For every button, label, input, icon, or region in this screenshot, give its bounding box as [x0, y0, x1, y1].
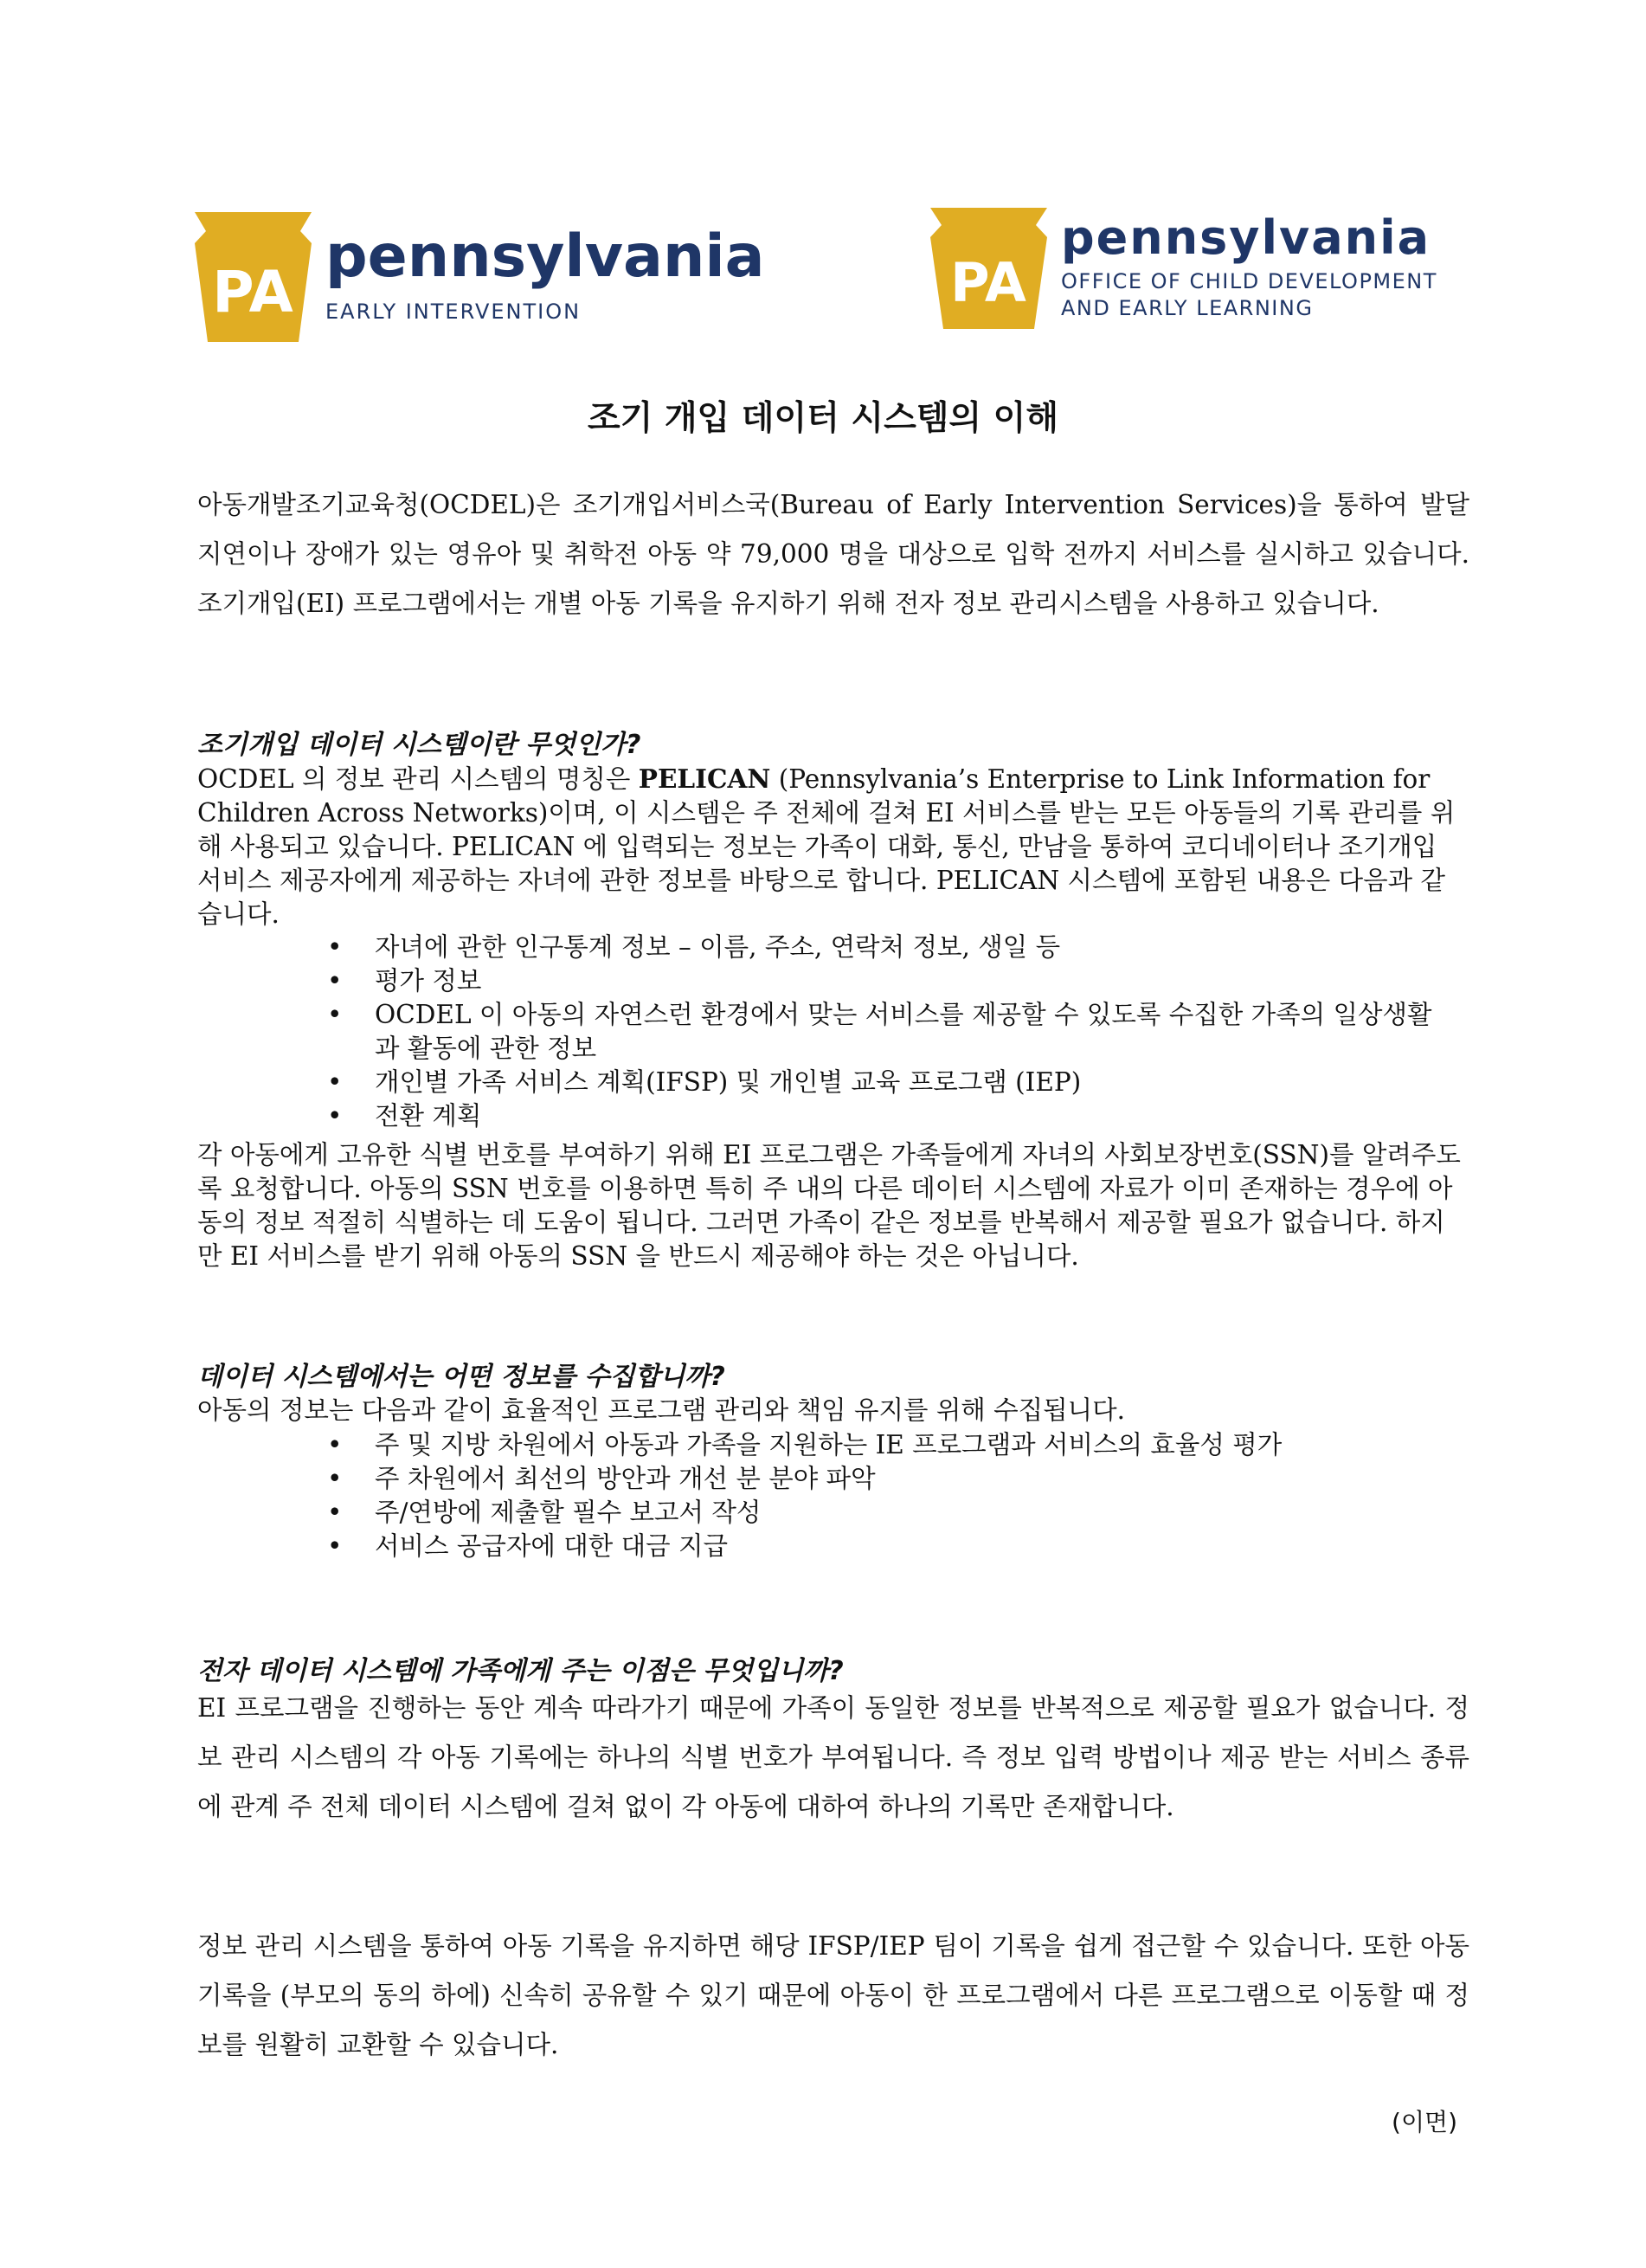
list-item: • 주 차원에서 최선의 방안과 개선 분 분야 파악 [327, 1462, 1452, 1496]
section1-ssn-paragraph: 각 아동에게 고유한 식별 번호를 부여하기 위해 EI 프로그램은 가족들에게 자녀의 사회보장번호(SSN)를 알려주도록 요청합니다. 아동의 SSN 번호를 이용하면 특히 주 내의 다른 데이터 시스템에 자료가 이미 존재하는 경우에 아동의 정보 적절히 식별하는 데 도움이 됩니다. 그러면 가족이 같은 정보를 반복해서 제공할 필요가 없습니다. 하지만 EI 서비스를 받기 위해 아동의 SSN 을 반드시 제공해야 하는 것은 아닙니다. [197, 1140, 1461, 1271]
logo-brand: pennsylvania [325, 222, 765, 292]
list-item: • 평가 정보 [327, 964, 1452, 998]
list-item: • 자녀에 관한 인구통계 정보 – 이름, 주소, 연락처 정보, 생일 등 [327, 931, 1452, 964]
list-item: • OCDEL 이 아동의 자연스런 환경에서 맞는 서비스를 제공할 수 있도록 수집한 가족의 일상생활과 활동에 관한 정보 [327, 998, 1452, 1066]
logo-words [1061, 209, 1437, 322]
logo-subtitle-line1: OFFICE OF CHILD DEVELOPMENT [1061, 268, 1437, 293]
keystone-icon [195, 212, 312, 342]
list-item: • 주 및 지방 차원에서 아동과 가족을 지원하는 IE 프로그램과 서비스의 효율성 평가 [327, 1428, 1452, 1462]
list-item: • 서비스 공급자에 대한 대금 지급 [327, 1530, 1452, 1563]
list-item: • 주/연방에 제출할 필수 보고서 작성 [327, 1496, 1452, 1530]
logo-subtitle-line2: AND EARLY LEARNING [1061, 296, 1314, 320]
section1-text-after: (Pennsylvania’s Enterprise to Link Information for Children Across Networks)이며, 이 시스템은 주 전체에 걸쳐 EI 서비스를 받는 모든 아동들의 기록 관리를 위해 사용되고 있습니다. PELICAN 에 입력되는 정보는 가족이 대화, 통신, 만남을 통하여 코디네이터나 조기개입 서비스 제공자에게 제공하는 자녀에 관한 정보를 바탕으로 합니다. PELICAN 시스템에 포함된 내용은 다음과 같습니다. [197, 764, 1456, 929]
pelican-name: PELICAN [638, 764, 771, 794]
keystone-icon [930, 208, 1047, 329]
section3-paragraph-2: 정보 관리 시스템을 통하여 아동 기록을 유지하면 해당 IFSP/IEP 팀이 기록을 쉽게 접근할 수 있습니다. 또한 아동 기록을 (부모의 동의 하에) 신속히 공유할 수 있기 때문에 아동이 한 프로그램에서 다른 프로그램으로 이동할 때 정보를 원활히 교환할 수 있습니다. [197, 1931, 1469, 2059]
section2-heading: 데이터 시스템에서는 어떤 정보를 수집합니까? [197, 1362, 725, 1392]
page-title: 조기 개입 데이터 시스템의 이해 [587, 399, 1059, 438]
logo-words [325, 222, 765, 325]
list-item: • 개인별 가족 서비스 계획(IFSP) 및 개인별 교육 프로그램 (IEP) [327, 1066, 1452, 1099]
logo-brand: pennsylvania [1061, 209, 1431, 265]
section3-heading: 전자 데이터 시스템에 가족에게 주는 이점은 무엇입니까? [197, 1656, 844, 1686]
page-turn-note: (이면) [1392, 2108, 1457, 2136]
section3-paragraph-1: EI 프로그램을 진행하는 동안 계속 따라가기 때문에 가족이 동일한 정보를 반복적으로 제공할 필요가 없습니다. 정보 관리 시스템의 각 아동 기록에는 하나의 식별 번호가 부여됩니다. 즉 정보 입력 방법이나 제공 받는 서비스 종류에 관계 주 전체 데이터 시스템에 걸쳐 없이 각 아동에 대하여 하나의 기록만 존재합니다. [197, 1693, 1469, 1821]
logo-mark-text: PA [950, 251, 1026, 314]
section1-text-before: OCDEL 의 정보 관리 시스템의 명칭은 [197, 764, 639, 794]
list-item: • 전환 계획 [327, 1099, 1452, 1133]
section1-list [327, 931, 1452, 1133]
logo-subtitle: EARLY INTERVENTION [325, 300, 582, 325]
section2-paragraph: 아동의 정보는 다음과 같이 효율적인 프로그램 관리와 책임 유지를 위해 수집됩니다. [197, 1395, 1126, 1425]
section1-heading: 조기개입 데이터 시스템이란 무엇인가? [197, 730, 641, 760]
section1-paragraph [197, 762, 1469, 931]
logo-mark-text: PA [212, 259, 293, 325]
logo-early-intervention [195, 212, 765, 342]
section2-list [327, 1428, 1452, 1563]
logo-ocdel [930, 208, 1437, 329]
intro-paragraph: 아동개발조기교육청(OCDEL)은 조기개입서비스국(Bureau of Early Intervention Services)을 통하여 발달 지연이나 장애가 있는 영유아 및 취학전 아동 약 79,000 명을 대상으로 입학 전까지 서비스를 실시하고 있습니다. 조기개입(EI) 프로그램에서는 개별 아동 기록을 유지하기 위해 전자 정보 관리시스템을 사용하고 있습니다. [197, 490, 1469, 618]
